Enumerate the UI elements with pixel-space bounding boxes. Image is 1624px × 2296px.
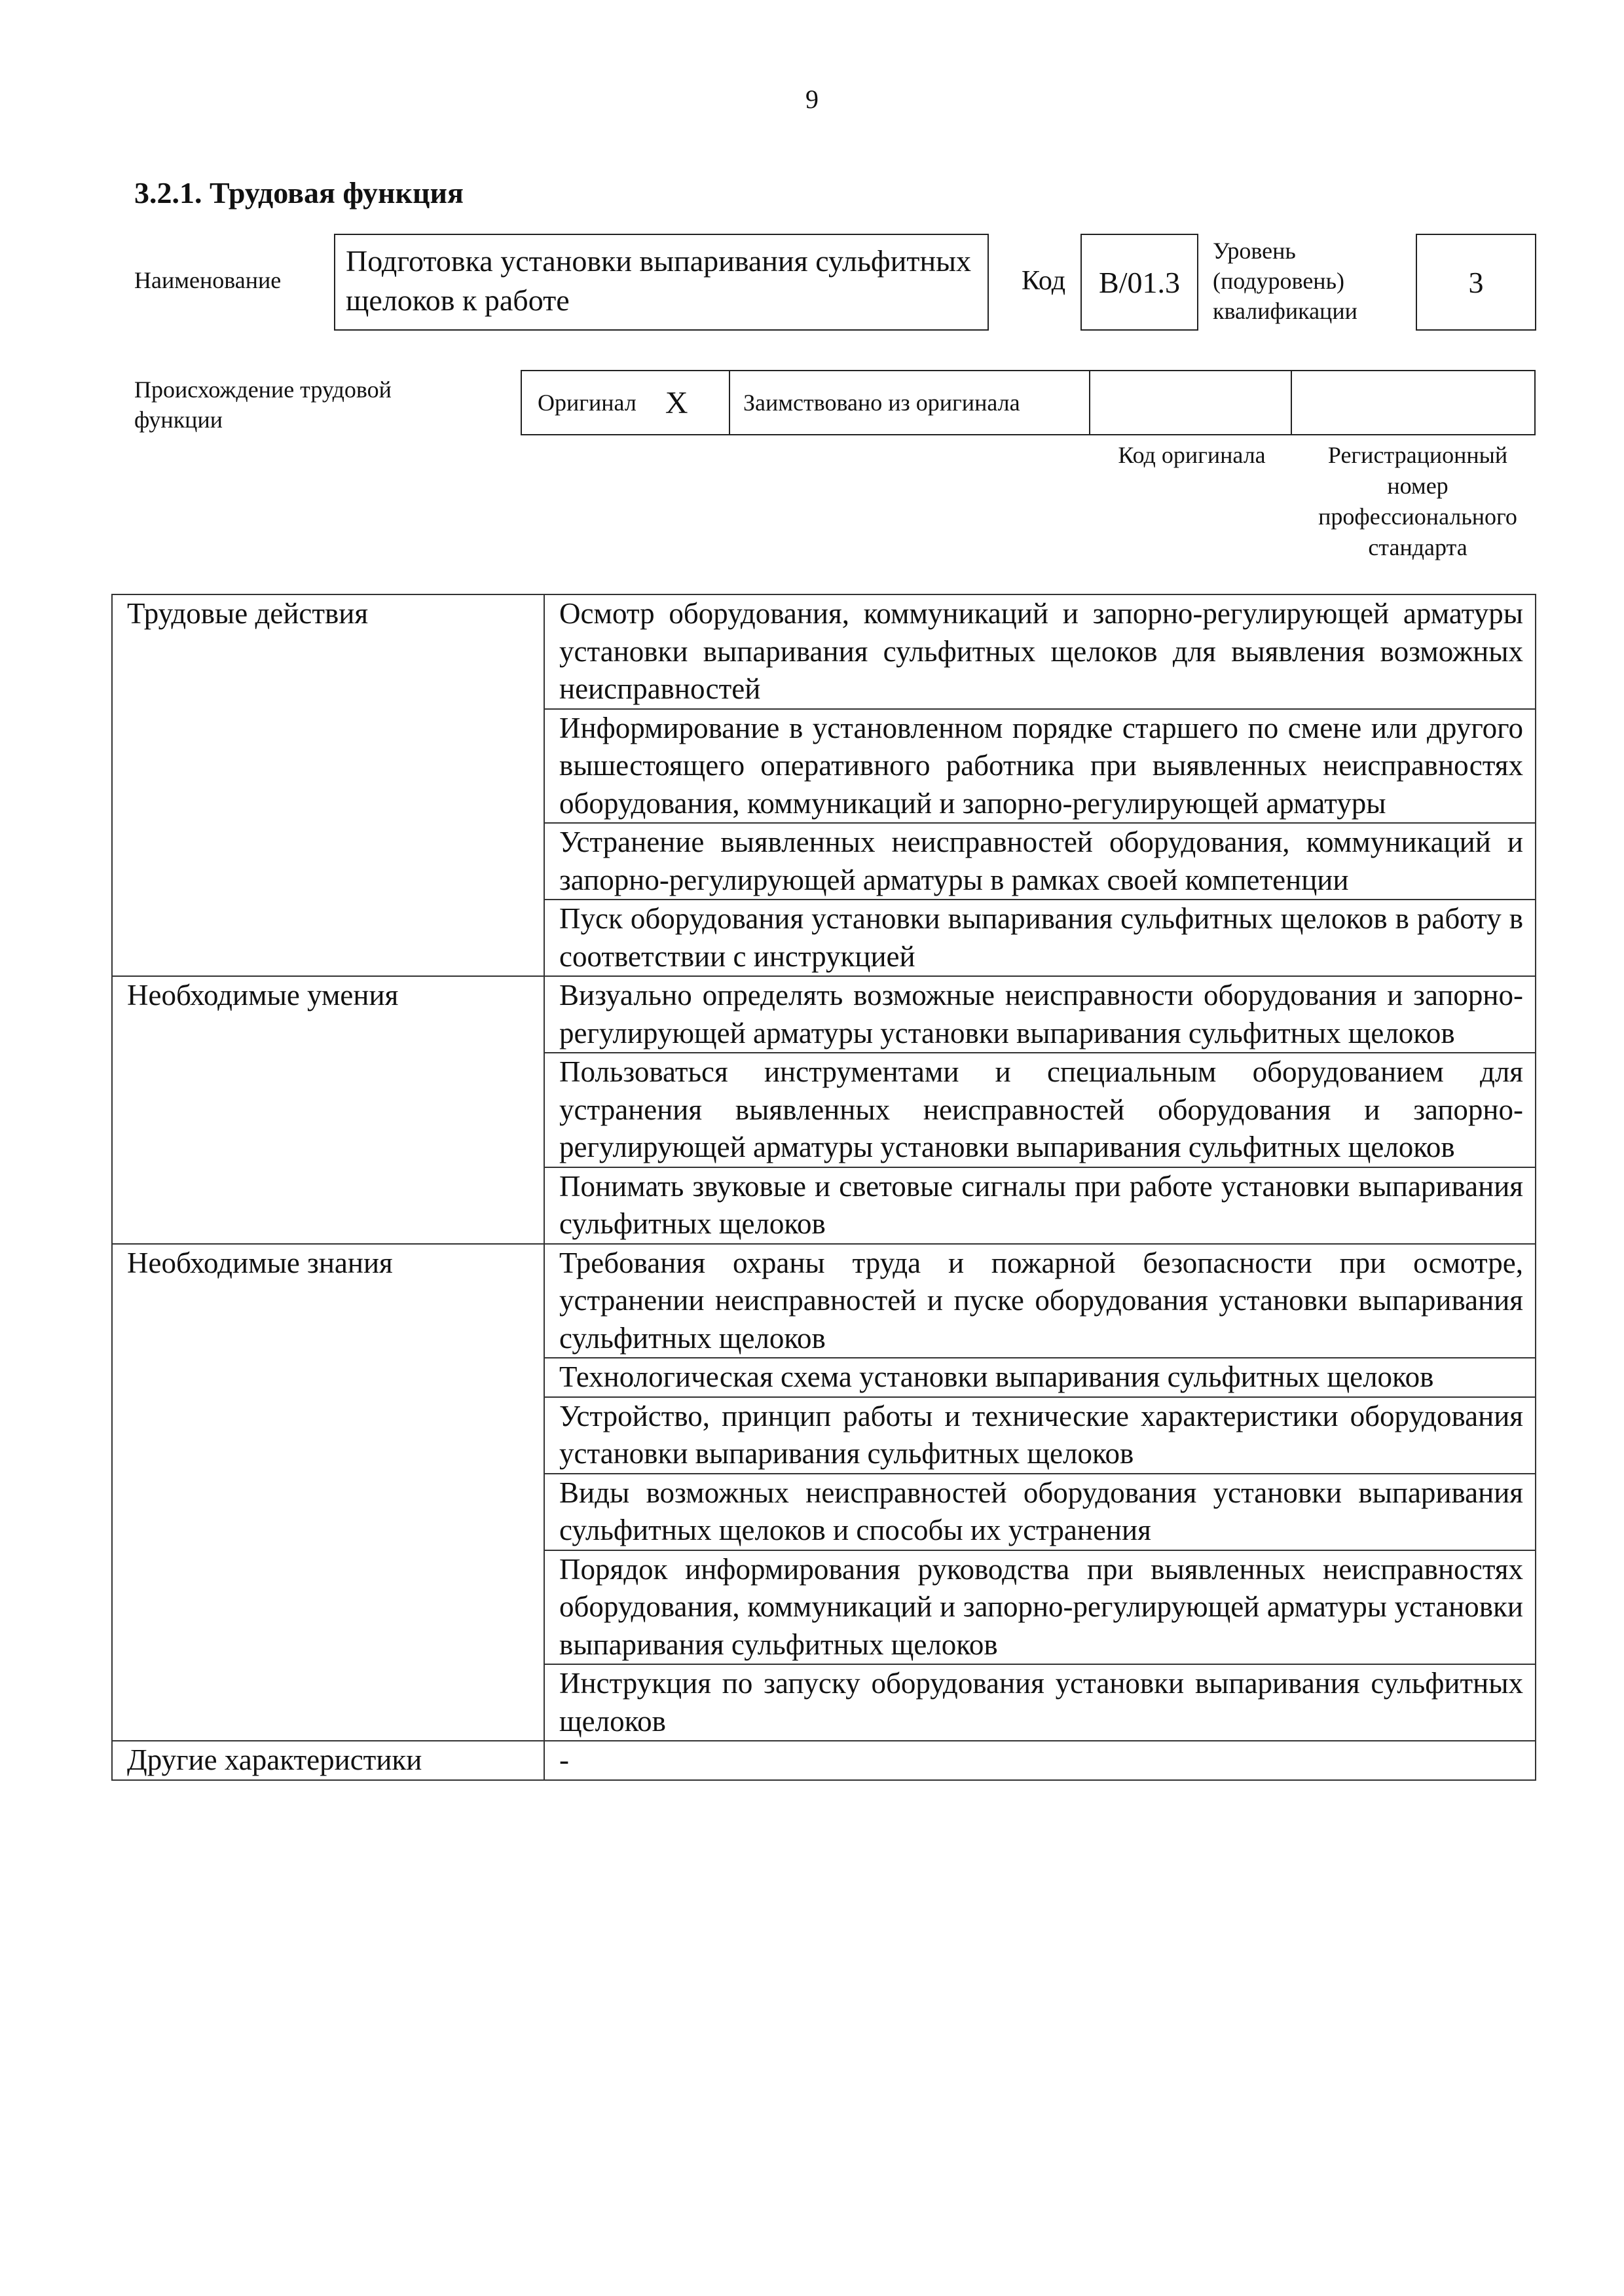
function-name: Подготовка установки выпаривания сульфитных щелоков к работе xyxy=(346,244,971,317)
function-table xyxy=(111,594,1536,1781)
reg-number-caption: Регистрационный номер профессионального стандарта xyxy=(1318,442,1517,560)
origin-row xyxy=(521,370,1536,435)
original-mark: X xyxy=(665,385,688,420)
category-cell: Другие характеристики xyxy=(112,1741,544,1780)
table-row xyxy=(112,1244,1536,1358)
section-title: 3.2.1. Трудовая функция xyxy=(134,176,464,210)
level-box xyxy=(1416,234,1536,331)
origin-borrowed-cell xyxy=(730,371,1090,434)
item-cell: Порядок информирования руководства при выявленных неисправностях оборудования, коммуникаций и запорно-регулирующей арматуры установки выпаривания сульфитных щелоков xyxy=(544,1550,1536,1665)
item-cell: Осмотр оборудования, коммуникаций и запорно-регулирующей арматуры установки выпаривания сульфитных щелоков для выявления возможных неисправностей xyxy=(544,594,1536,709)
table-row xyxy=(112,1741,1536,1780)
origin-original-cell xyxy=(522,371,730,434)
level-label: Уровень (подуровень) квалификации xyxy=(1213,238,1357,324)
function-name-box xyxy=(334,234,989,331)
page-number: 9 xyxy=(805,84,819,114)
category-cell: Необходимые умения xyxy=(112,976,544,1244)
item-cell: Информирование в установленном порядке старшего по смене или другого вышестоящего оперативного работника при выявленных неисправностях оборудования, коммуникаций и запорно-регулирующей арматуры xyxy=(544,709,1536,824)
code-value: B/01.3 xyxy=(1099,265,1180,299)
item-cell: Виды возможных неисправностей оборудования установки выпаривания сульфитных щелоков и способы их устранения xyxy=(544,1474,1536,1550)
category-cell: Трудовые действия xyxy=(112,594,544,976)
code-original-caption: Код оригинала xyxy=(1118,442,1266,468)
item-cell: Устройство, принцип работы и технические характеристики оборудования установки выпаривания сульфитных щелоков xyxy=(544,1397,1536,1474)
name-label: Наименование xyxy=(134,267,282,293)
table-row xyxy=(112,594,1536,709)
item-cell: Технологическая схема установки выпаривания сульфитных щелоков xyxy=(544,1358,1536,1397)
item-cell: Устранение выявленных неисправностей оборудования, коммуникаций и запорно-регулирующей арматуры в рамках своей компетенции xyxy=(544,823,1536,900)
item-cell: Требования охраны труда и пожарной безопасности при осмотре, устранении неисправностей и пуске оборудования установки выпаривания сульфитных щелоков xyxy=(544,1244,1536,1358)
item-cell: Понимать звуковые и световые сигналы при работе установки выпаривания сульфитных щелоков xyxy=(544,1167,1536,1244)
code-box xyxy=(1080,234,1198,331)
category-cell: Необходимые знания xyxy=(112,1244,544,1741)
item-cell: Визуально определять возможные неисправности оборудования и запорно-регулирующей арматуры установки выпаривания сульфитных щелоков xyxy=(544,976,1536,1053)
item-cell: - xyxy=(544,1741,1536,1780)
level-value: 3 xyxy=(1468,265,1484,299)
table-row xyxy=(112,976,1536,1053)
borrowed-label: Заимствовано из оригинала xyxy=(743,390,1020,416)
code-label: Код xyxy=(1022,266,1066,296)
origin-code-cell xyxy=(1090,371,1292,434)
original-label: Оригинал xyxy=(538,390,637,416)
item-cell: Пользоваться инструментами и специальным оборудованием для устранения выявленных неисправностей оборудования и запорно-регулирующей арматуры установки выпаривания сульфитных щелоков xyxy=(544,1053,1536,1167)
origin-label: Происхождение трудовой функции xyxy=(134,376,392,433)
item-cell: Пуск оборудования установки выпаривания сульфитных щелоков в работу в соответствии с инструкцией xyxy=(544,900,1536,976)
origin-reg-cell xyxy=(1292,371,1534,434)
item-cell: Инструкция по запуску оборудования установки выпаривания сульфитных щелоков xyxy=(544,1664,1536,1741)
